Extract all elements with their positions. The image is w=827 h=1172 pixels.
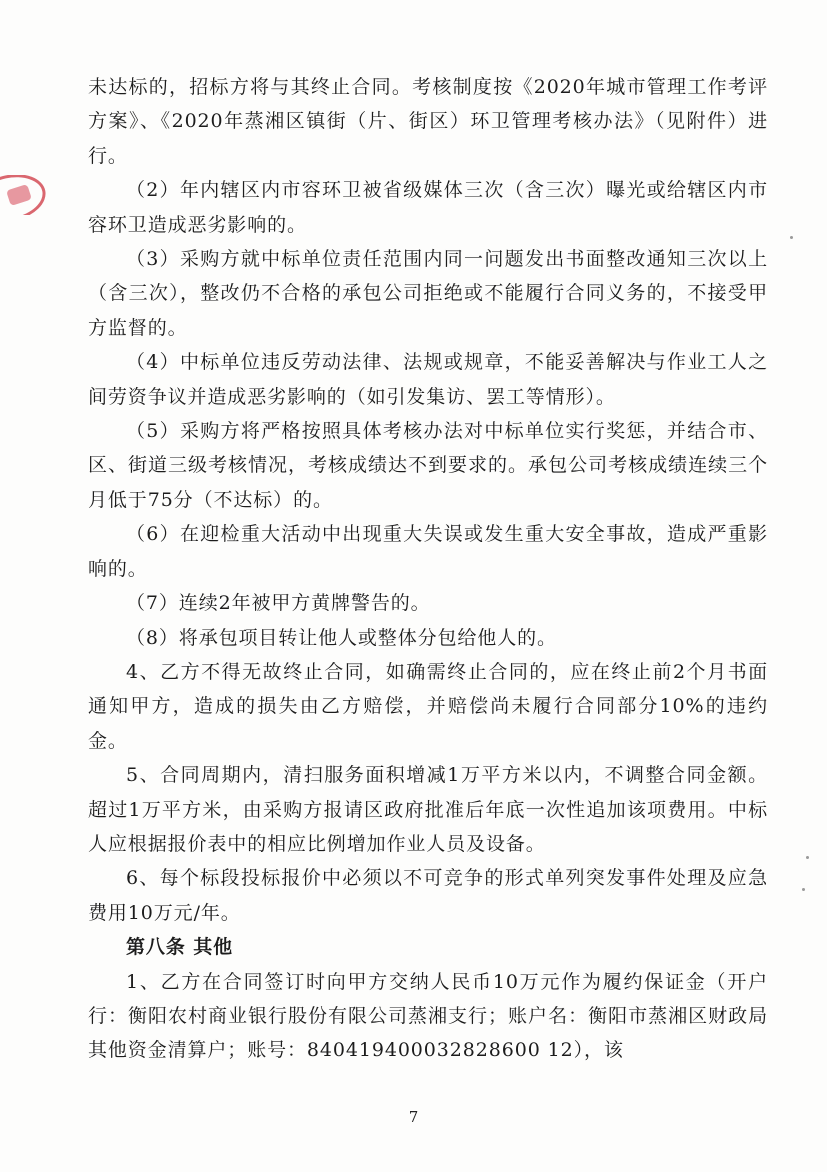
- page-number: 7: [408, 1108, 419, 1126]
- paragraph-item-6: （6）在迎检重大活动中出现重大失误或发生重大安全事故，造成严重影响的。: [88, 523, 768, 580]
- scan-speck: [790, 236, 793, 239]
- paragraph-continuation: 未达标的，招标方将与其终止合同。考核制度按《2020年城市管理工作考评方案》、《2020年蒸湘区镇街（片、街区）环卫管理考核办法》（见附件）进行。: [88, 76, 768, 167]
- paragraph-item-8: （8）将承包项目转让他人或整体分包给他人的。: [126, 626, 557, 649]
- paragraph-item-7: （7）连续2年被甲方黄牌警告的。: [126, 592, 431, 615]
- article-8-clause-1: 1、乙方在合同签订时向甲方交纳人民币10万元作为履约保证金（开户行：衡阳农村商业银行股份有限公司蒸湘支行；账户名：衡阳市蒸湘区财政局其他资金清算户；账号：840419400032828600 12），该: [88, 970, 768, 1062]
- clause-5: 5、合同周期内，清扫服务面积增减1万平方米以内，不调整合同金额。超过1万平方米，由采购方报请区政府批准后年底一次性追加该项费用。中标人应根据报价表中的相应比例增加作业人员及设备。: [88, 764, 768, 855]
- body-text: [88, 70, 768, 1068]
- paragraph-item-5: （5）采购方将严格按照具体考核办法对中标单位实行奖惩，并结合市、区、街道三级考核情况，考核成绩达不到要求的。承包公司考核成绩连续三个月低于75分（不达标）的。: [88, 420, 768, 511]
- seal-stamp-fragment: [0, 175, 48, 215]
- paragraph-item-2: （2）年内辖区内市容环卫被省级媒体三次（含三次）曝光或给辖区内市容环卫造成恶劣影响的。: [88, 179, 768, 236]
- scan-speck: [802, 888, 805, 891]
- article-8-heading: 第八条 其他: [126, 936, 234, 959]
- clause-6: 6、每个标段投标报价中必须以不可竞争的形式单列突发事件处理及应急费用10万元/年。: [88, 867, 768, 924]
- clause-4: 4、乙方不得无故终止合同，如确需终止合同的，应在终止前2个月书面通知甲方，造成的损失由乙方赔偿，并赔偿尚未履行合同部分10%的违约金。: [88, 660, 768, 752]
- paragraph-item-3: （3）采购方就中标单位责任范围内同一问题发出书面整改通知三次以上（含三次），整改仍不合格的承包公司拒绝或不能履行合同义务的，不接受甲方监督的。: [88, 248, 768, 339]
- paragraph-item-4: （4）中标单位违反劳动法律、法规或规章，不能妥善解决与作业工人之间劳资争议并造成恶劣影响的（如引发集访、罢工等情形）。: [88, 351, 768, 408]
- scan-speck: [806, 856, 809, 859]
